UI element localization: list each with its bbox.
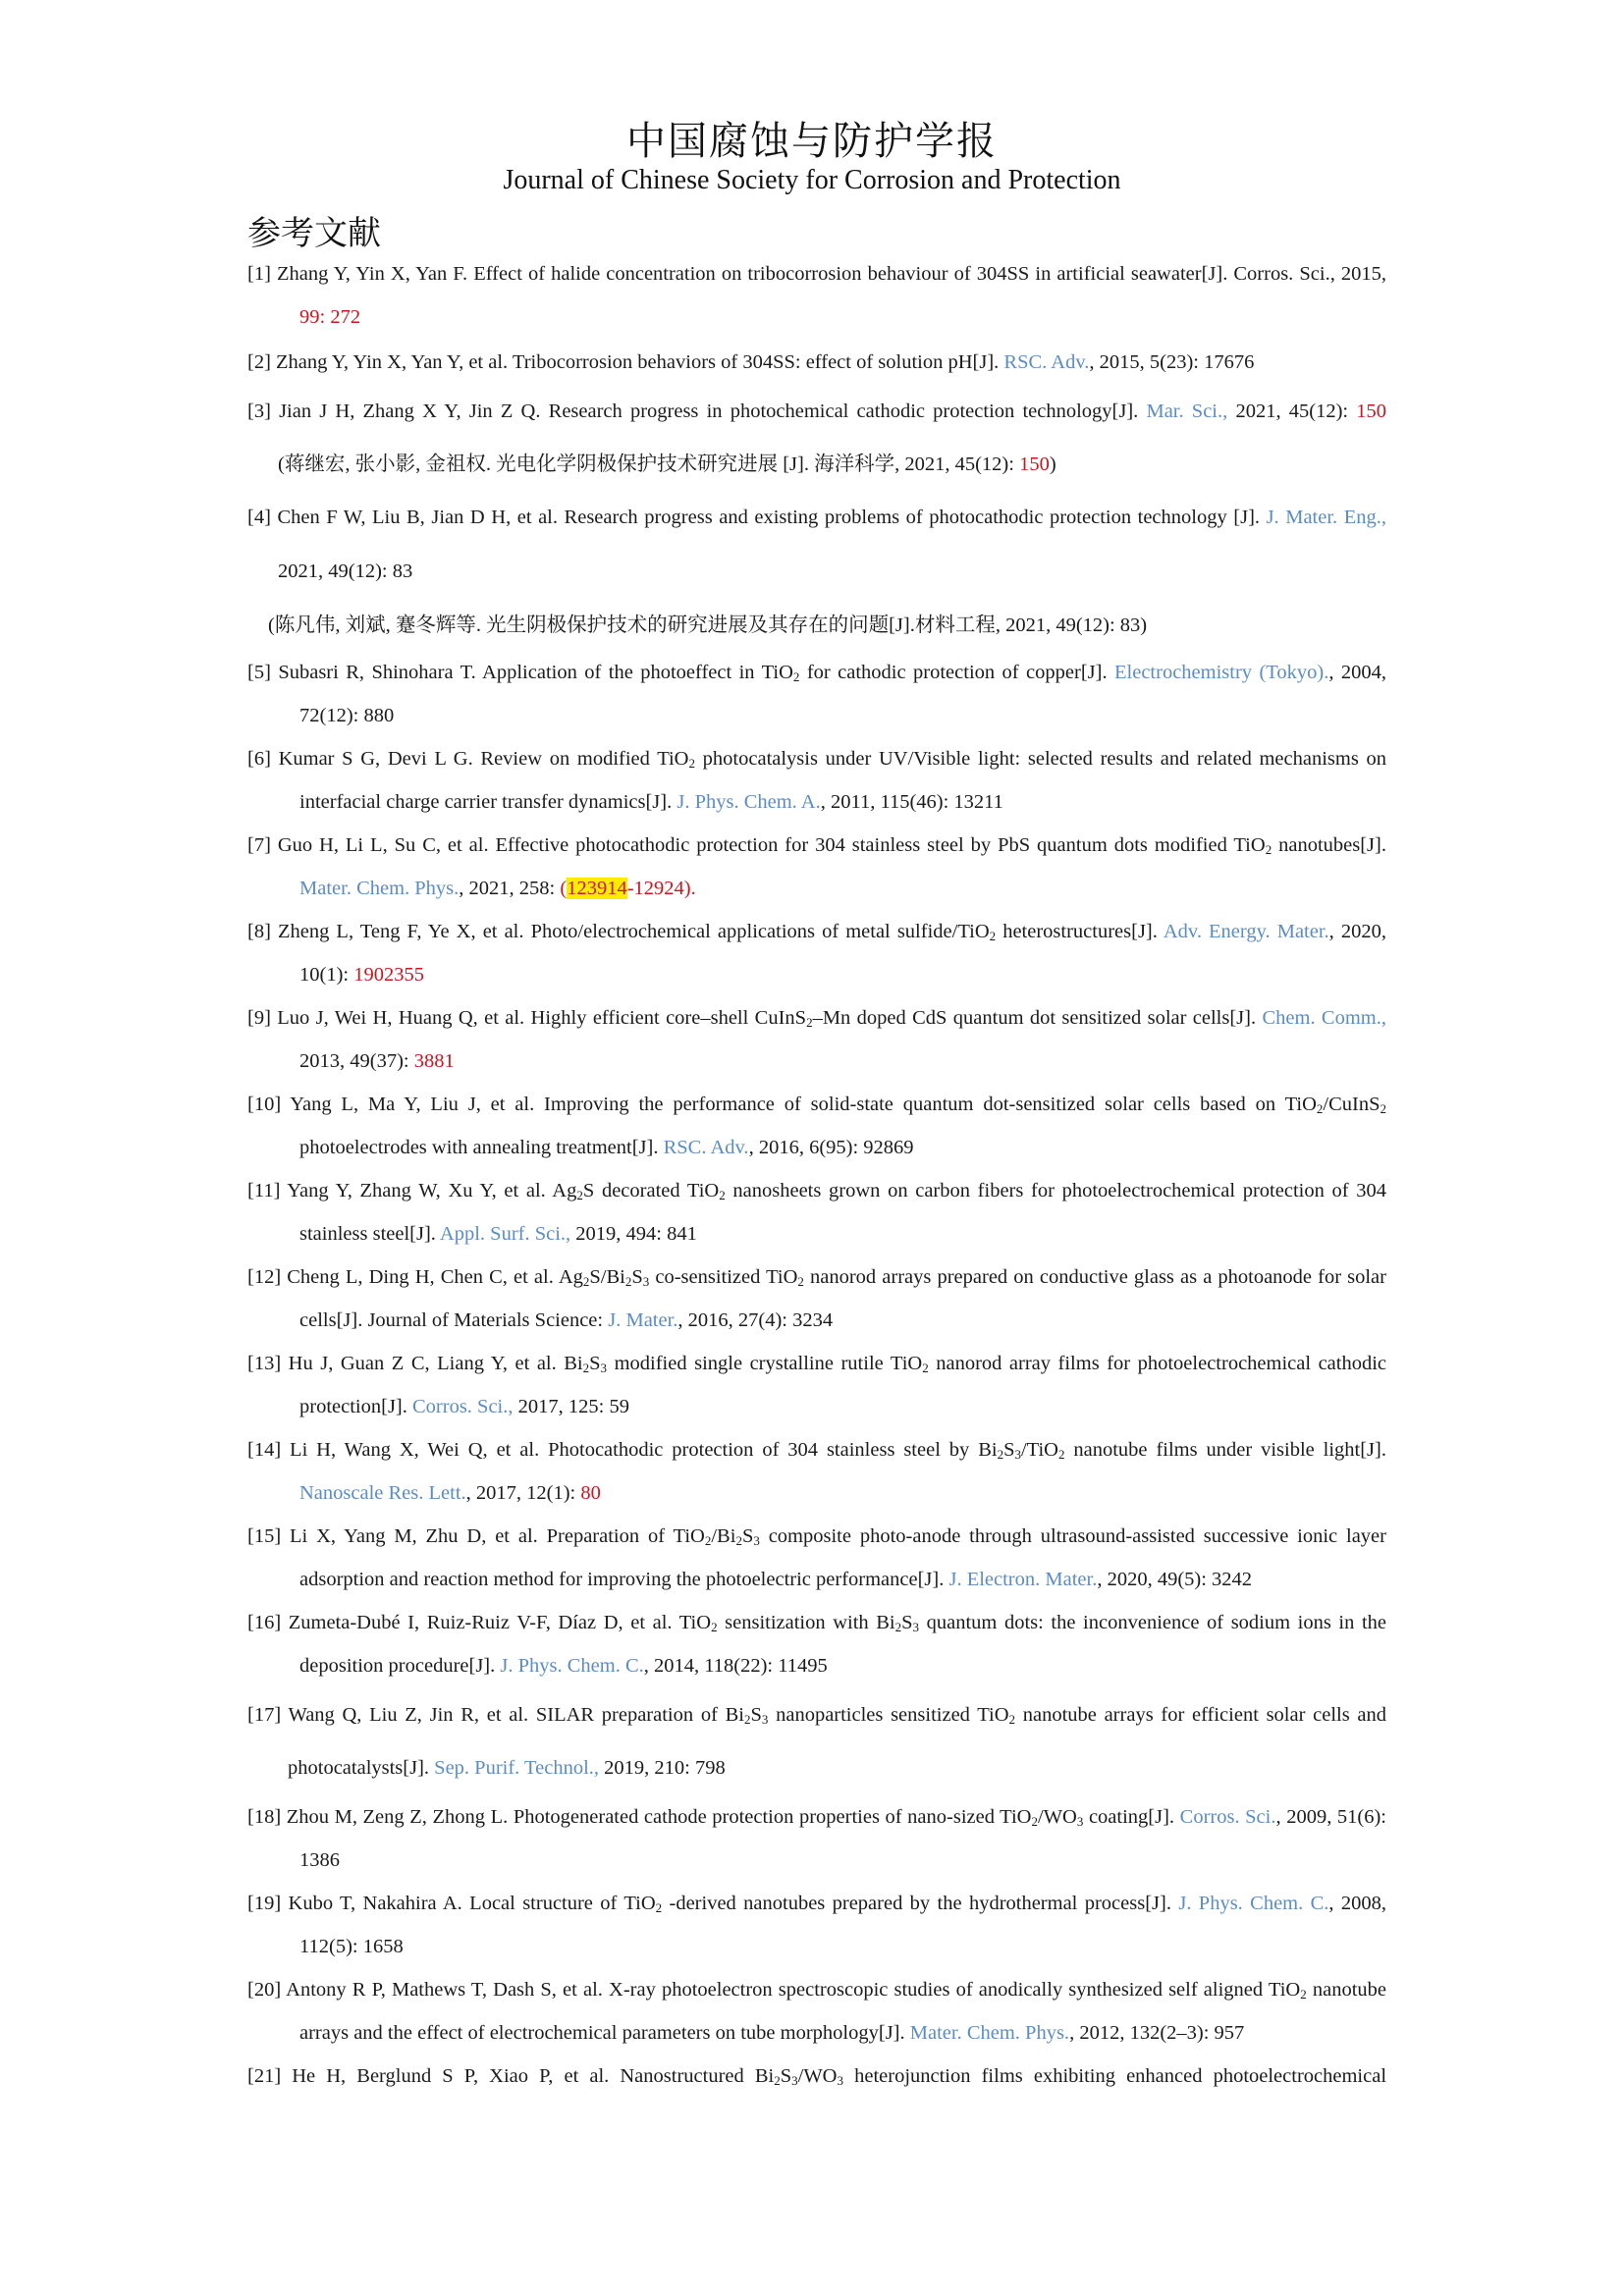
journal-link[interactable]: Adv. Energy. Mater. [1163,921,1329,942]
reference-9-cont: 2013, 49(37): 3881 [299,1050,455,1072]
reference-8: [8] Zheng L, Teng F, Ye X, et al. Photo/electrochemical applications of metal sulfide/TiO$_2$ heterostructures[J]. Adv. Energy. Mater., 2020, [247,921,1386,943]
reference-3-cn: (蒋继宏, 张小影, 金祖权. 光电化学阴极保护技术研究进展 [J]. 海洋科学, 2021, 45(12): 150) [278,454,1056,475]
reference-6: [6] Kumar S G, Devi L G. Review on modified TiO$_2$ photocatalysis under UV/Visible light: selected results and related mechanisms on [247,748,1386,771]
journal-link[interactable]: Mater. Chem. Phys. [909,2022,1070,2044]
reference-10-cont: photoelectrodes with annealing treatment[J]. RSC. Adv., 2016, 6(95): 92869 [299,1137,914,1158]
journal-link[interactable]: Chem. Comm., [1262,1007,1386,1029]
reference-16-cont: deposition procedure[J]. J. Phys. Chem. C., 2014, 118(22): 11495 [299,1655,828,1677]
journal-link[interactable]: J. Electron. Mater. [948,1569,1098,1590]
journal-link[interactable]: Appl. Surf. Sci., [439,1223,571,1245]
pages: 1902355 [353,964,424,986]
reference-2: [2] Zhang Y, Yin X, Yan Y, et al. Tribocorrosion behaviors of 304SS: effect of solution pH[J]. RSC. Adv., 2015, 5(23): 17676 [247,351,1255,373]
journal-link[interactable]: Mar. Sci., [1146,400,1228,422]
reference-7: [7] Guo H, Li L, Su C, et al. Effective photocathodic protection for 304 stainless steel by PbS quantum dots modified TiO$_2$ nanotubes[J]. [247,834,1386,857]
journal-link[interactable]: Sep. Purif. Technol., [434,1757,600,1779]
journal-title-en: Journal of Chinese Society for Corrosion and Protection [503,165,1121,195]
journal-link[interactable]: Electrochemistry (Tokyo). [1114,662,1329,683]
reference-3: [3] Jian J H, Zhang X Y, Jin Z Q. Research progress in photochemical cathodic protection technology[J]. Mar. Sci., 2021, 45(12): 150 [247,400,1387,422]
pages: 150 [1356,400,1387,422]
journal-link[interactable]: J. Phys. Chem. A. [677,791,821,813]
reference-20: [20] Antony R P, Mathews T, Dash S, et al. X-ray photoelectron spectroscopic studies of anodically synthesized self aligned TiO$_2$ nanotube [247,1979,1386,2002]
reference-15-cont: adsorption and reaction method for improving the photoelectric performance[J]. J. Electron. Mater., 2020, 49(5): 3242 [299,1569,1253,1590]
reference-8-cont: 10(1): 1902355 [299,964,424,986]
reference-21: [21] He H, Berglund S P, Xiao P, et al. Nanostructured $Bi_2S_3/WO_3$ heterojunction films exhibiting enhanced photoelectrochemical [247,2065,1387,2088]
reference-5: [5] Subasri R, Shinohara T. Application of the photoeffect in TiO$_2$ for cathodic protection of copper[J]. Electrochemistry (Tokyo)., 2004, [247,662,1387,684]
reference-11: [11] Yang Y, Zhang W, Xu Y, et al. $Ag_2S$ decorated TiO$_2$ nanosheets grown on carbon fibers for photoelectrochemical protection of 304 [247,1180,1386,1202]
reference-1: [1] Zhang Y, Yin X, Yan F. Effect of halide concentration on tribocorrosion behaviour of 304SS in artificial seawater[J]. Corros. Sci., 2015, [247,263,1386,285]
reference-1-cont [299,304,360,330]
reference-4-cn: (陈凡伟, 刘斌, 蹇冬辉等. 光生阴极保护技术的研究进展及其存在的问题[J].材料工程, 2021, 49(12): 83) [268,614,1148,636]
reference-15: [15] Li X, Yang M, Zhu D, et al. Preparation of $TiO_2/Bi_2S_3$ composite photo-anode through ultrasound-assisted successive ionic layer [247,1525,1386,1548]
pages: 3881 [413,1050,455,1072]
reference-17: [17] Wang Q, Liu Z, Jin R, et al. SILAR preparation of $Bi_2S_3$ nanoparticles sensitized TiO$_2$ nanotube arrays for efficient solar cells and [247,1704,1386,1727]
reference-7-cont: Mater. Chem. Phys., 2021, 258: (123914-12924). [299,878,696,899]
pages: 99: 272 [299,306,361,328]
reference-12: [12] Cheng L, Ding H, Chen C, et al. $Ag_2S/Bi_2S_3$ co-sensitized TiO$_2$ nanorod arrays prepared on conductive glass as a photoanode for solar [247,1266,1386,1289]
journal-link[interactable]: J. Phys. Chem. C. [500,1655,644,1677]
journal-link[interactable]: Nanoscale Res. Lett. [299,1482,466,1504]
reference-4: [4] Chen F W, Liu B, Jian D H, et al. Research progress and existing problems of photocathodic protection technology [J]. J. Mater. Eng., [247,507,1386,528]
journal-link[interactable]: Corros. Sci. [1179,1806,1276,1828]
pages: (123914-12924). [560,878,696,899]
reference-18-cont: 1386 [299,1849,340,1871]
highlighted-text: 123914 [567,878,627,899]
reference-13-cont: protection[J]. Corros. Sci., 2017, 125: 59 [299,1396,629,1417]
reference-11-cont: stainless steel[J]. Appl. Surf. Sci., 2019, 494: 841 [299,1223,697,1245]
reference-12-cont: cells[J]. Journal of Materials Science: J. Mater., 2016, 27(4): 3234 [299,1309,834,1331]
reference-6-cont: interfacial charge carrier transfer dynamics[J]. J. Phys. Chem. A., 2011, 115(46): 13211 [299,791,1003,813]
reference-19: [19] Kubo T, Nakahira A. Local structure of TiO$_2$ -derived nanotubes prepared by the hydrothermal process[J]. J. Phys. Chem. C., 2008, [247,1893,1387,1915]
reference-18: [18] Zhou M, Zeng Z, Zhong L. Photogenerated cathode protection properties of nano-sized $TiO_2/WO_3$ coating[J]. Corros. Sci., 2009, 51(6): [247,1806,1387,1829]
journal-link[interactable]: Corros. Sci., [412,1396,514,1417]
journal-title-cn: 中国腐蚀与防护学报 [626,119,998,163]
reference-14-cont: Nanoscale Res. Lett., 2017, 12(1): 80 [299,1482,601,1504]
reference-9: [9] Luo J, Wei H, Huang Q, et al. Highly efficient core–shell CuInS$_2$–Mn doped CdS quantum dot sensitized solar cells[J]. Chem. Comm., [247,1007,1386,1030]
journal-link[interactable]: J. Phys. Chem. C. [1178,1893,1329,1914]
reference-10: [10] Yang L, Ma Y, Liu J, et al. Improving the performance of solid-state quantum dot-sensitized solar cells based on TiO$_2$/CuInS$_2$ [247,1094,1386,1116]
reference-13: [13] Hu J, Guan Z C, Liang Y, et al. $Bi_2S_3$ modified single crystalline rutile TiO$_2$ nanorod array films for photoelectrochemical cathodic [247,1353,1387,1375]
journal-link[interactable]: RSC. Adv. [1003,351,1090,373]
reference-4-cont: 2021, 49(12): 83 [278,561,413,582]
reference-5-cont: 72(12): 880 [299,705,395,726]
reference-19-cont: 112(5): 1658 [299,1936,404,1957]
pages: 80 [580,1482,601,1504]
pages: 150 [1019,454,1050,475]
journal-link[interactable]: J. Mater. Eng., [1266,507,1386,528]
reference-14: [14] Li H, Wang X, Wei Q, et al. Photocathodic protection of 304 stainless steel by $Bi_2S_3/TiO_2$ nanotube films under visible light[J]. [247,1439,1386,1462]
journal-link[interactable]: J. Mater. [608,1309,678,1331]
reference-17-cont: photocatalysts[J]. Sep. Purif. Technol., 2019, 210: 798 [288,1757,726,1779]
section-heading: 参考文献 [247,216,381,252]
reference-16: [16] Zumeta-Dubé I, Ruiz-Ruiz V-F, Díaz D, et al. TiO$_2$ sensitization with $Bi_2S_3$ quantum dots: the inconvenience of sodium ions in the [247,1612,1387,1634]
reference-20-cont: arrays and the effect of electrochemical parameters on tube morphology[J]. Mater. Chem. Phys., 2012, 132(2–3): 957 [299,2022,1245,2044]
journal-link[interactable]: RSC. Adv. [663,1137,749,1158]
journal-link[interactable]: Mater. Chem. Phys. [299,878,460,899]
